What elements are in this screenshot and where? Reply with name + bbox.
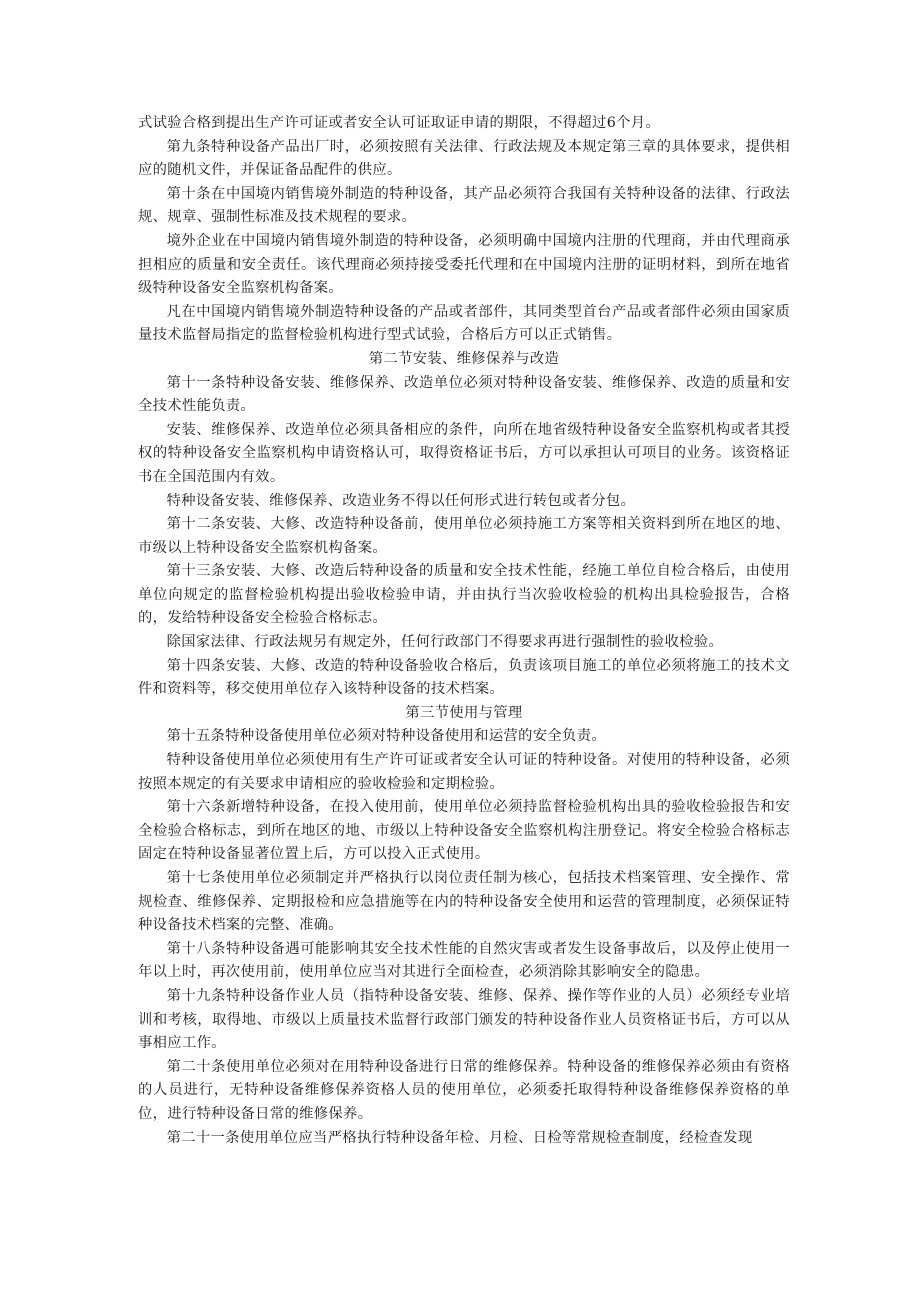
article-11: 第十一条特种设备安装、维修保养、改造单位必须对特种设备安装、维修保养、改造的质量和安全技术性能负责。 xyxy=(138,374,790,415)
article-17: 第十七条使用单位必须制定并严格执行以岗位责任制为核心，包括技术档案管理、安全操作、常规检查、维修保养、定期报检和应急措施等在内的特种设备安全使用和运营的管理制度，必须保证特种设备技术档案的完整、准确。 xyxy=(138,870,790,934)
article-10: 第十条在中国境内销售境外制造的特种设备，其产品必须符合我国有关特种设备的法律、行政法规、规章、强制性标准及技术规程的要求。 xyxy=(138,185,790,226)
document-body xyxy=(138,112,790,1150)
section-2-heading: 第二节安装、维修保养与改造 xyxy=(368,350,560,367)
article-21: 第二十一条使用单位应当严格执行特种设备年检、月检、日检等常规检查制度，经检查发现 xyxy=(166,1129,753,1146)
article-10-paragraph-2: 境外企业在中国境内销售境外制造的特种设备，必须明确中国境内注册的代理商，并由代理商承担相应的质量和安全责任。该代理商必须持接受委托代理和在中国境内注册的证明材料，到所在地省级特种设备安全监察机构备案。 xyxy=(138,232,790,297)
article-11-paragraph-2: 安装、维修保养、改造单位必须具备相应的条件，向所在地省级特种设备安全监察机构或者其授权的特种设备安全监察机构申请资格认可，取得资格证书后，方可以承担认可项目的业务。该资格证书在全国范围内有效。 xyxy=(138,421,790,485)
article-9: 第九条特种设备产品出厂时，必须按照有关法律、行政法规及本规定第三章的具体要求，提供相应的随机文件，并保证备品配件的供应。 xyxy=(138,138,790,179)
paragraph-continuation: 式试验合格到提出生产许可证或者安全认可证取证申请的期限，不得超过6个月。 xyxy=(138,115,661,131)
article-12: 第十二条安装、大修、改造特种设备前，使用单位必须持施工方案等相关资料到所在地区的地、市级以上特种设备安全监察机构备案。 xyxy=(138,516,790,556)
article-11-paragraph-3: 特种设备安装、维修保养、改造业务不得以任何形式进行转包或者分包。 xyxy=(166,492,636,509)
article-13-paragraph-2: 除国家法律、行政法规另有规定外，任何行政部门不得要求再进行强制性的验收检验。 xyxy=(166,634,724,651)
article-16: 第十六条新增特种设备，在投入使用前，使用单位必须持监督检验机构出具的验收检验报告和安全检验合格标志，到所在地区的地、市级以上特种设备安全监察机构注册登记。将安全检验合格标志固定在特种设备显著位置上后，方可以投入正式使用。 xyxy=(138,799,790,863)
article-15-paragraph-2: 特种设备使用单位必须使用有生产许可证或者安全认可证的特种设备。对使用的特种设备，必须按照本规定的有关要求申请相应的验收检验和定期检验。 xyxy=(138,752,790,792)
article-10-paragraph-3: 凡在中国境内销售境外制造特种设备的产品或者部件，其同类型首台产品或者部件必须由国家质量技术监督局指定的监督检验机构进行型式试验，合格后方可以正式销售。 xyxy=(138,303,790,344)
article-18: 第十八条特种设备遇可能影响其安全技术性能的自然灾害或者发生设备事故后，以及停止使用一年以上时，再次使用前，使用单位应当对其进行全面检查，必须消除其影响安全的隐患。 xyxy=(138,940,790,981)
section-3-heading: 第三节使用与管理 xyxy=(405,704,523,721)
article-14: 第十四条安装、大修、改造的特种设备验收合格后，负责该项目施工的单位必须将施工的技术文件和资料等，移交使用单位存入该特种设备的技术档案。 xyxy=(138,657,790,698)
article-13: 第十三条安装、大修、改造后特种设备的质量和安全技术性能，经施工单位自检合格后，由使用单位向规定的监督检验机构提出验收检验申请，并由执行当次验收检验的机构出具检验报告，合格的，发给特种设备安全检验合格标志。 xyxy=(138,563,790,627)
article-20: 第二十条使用单位必须对在用特种设备进行日常的维修保养。特种设备的维修保养必须由有资格的人员进行，无特种设备维修保养资格人员的使用单位，必须委托取得特种设备维修保养资格的单位，进行特种设备日常的维修保养。 xyxy=(138,1058,790,1122)
article-15: 第十五条特种设备使用单位必须对特种设备使用和运营的安全负责。 xyxy=(166,728,606,745)
article-19: 第十九条特种设备作业人员（指特种设备安装、维修、保养、操作等作业的人员）必须经专业培训和考核，取得地、市级以上质量技术监督行政部门颁发的特种设备作业人员资格证书后，方可以从事相应工作。 xyxy=(138,987,790,1052)
